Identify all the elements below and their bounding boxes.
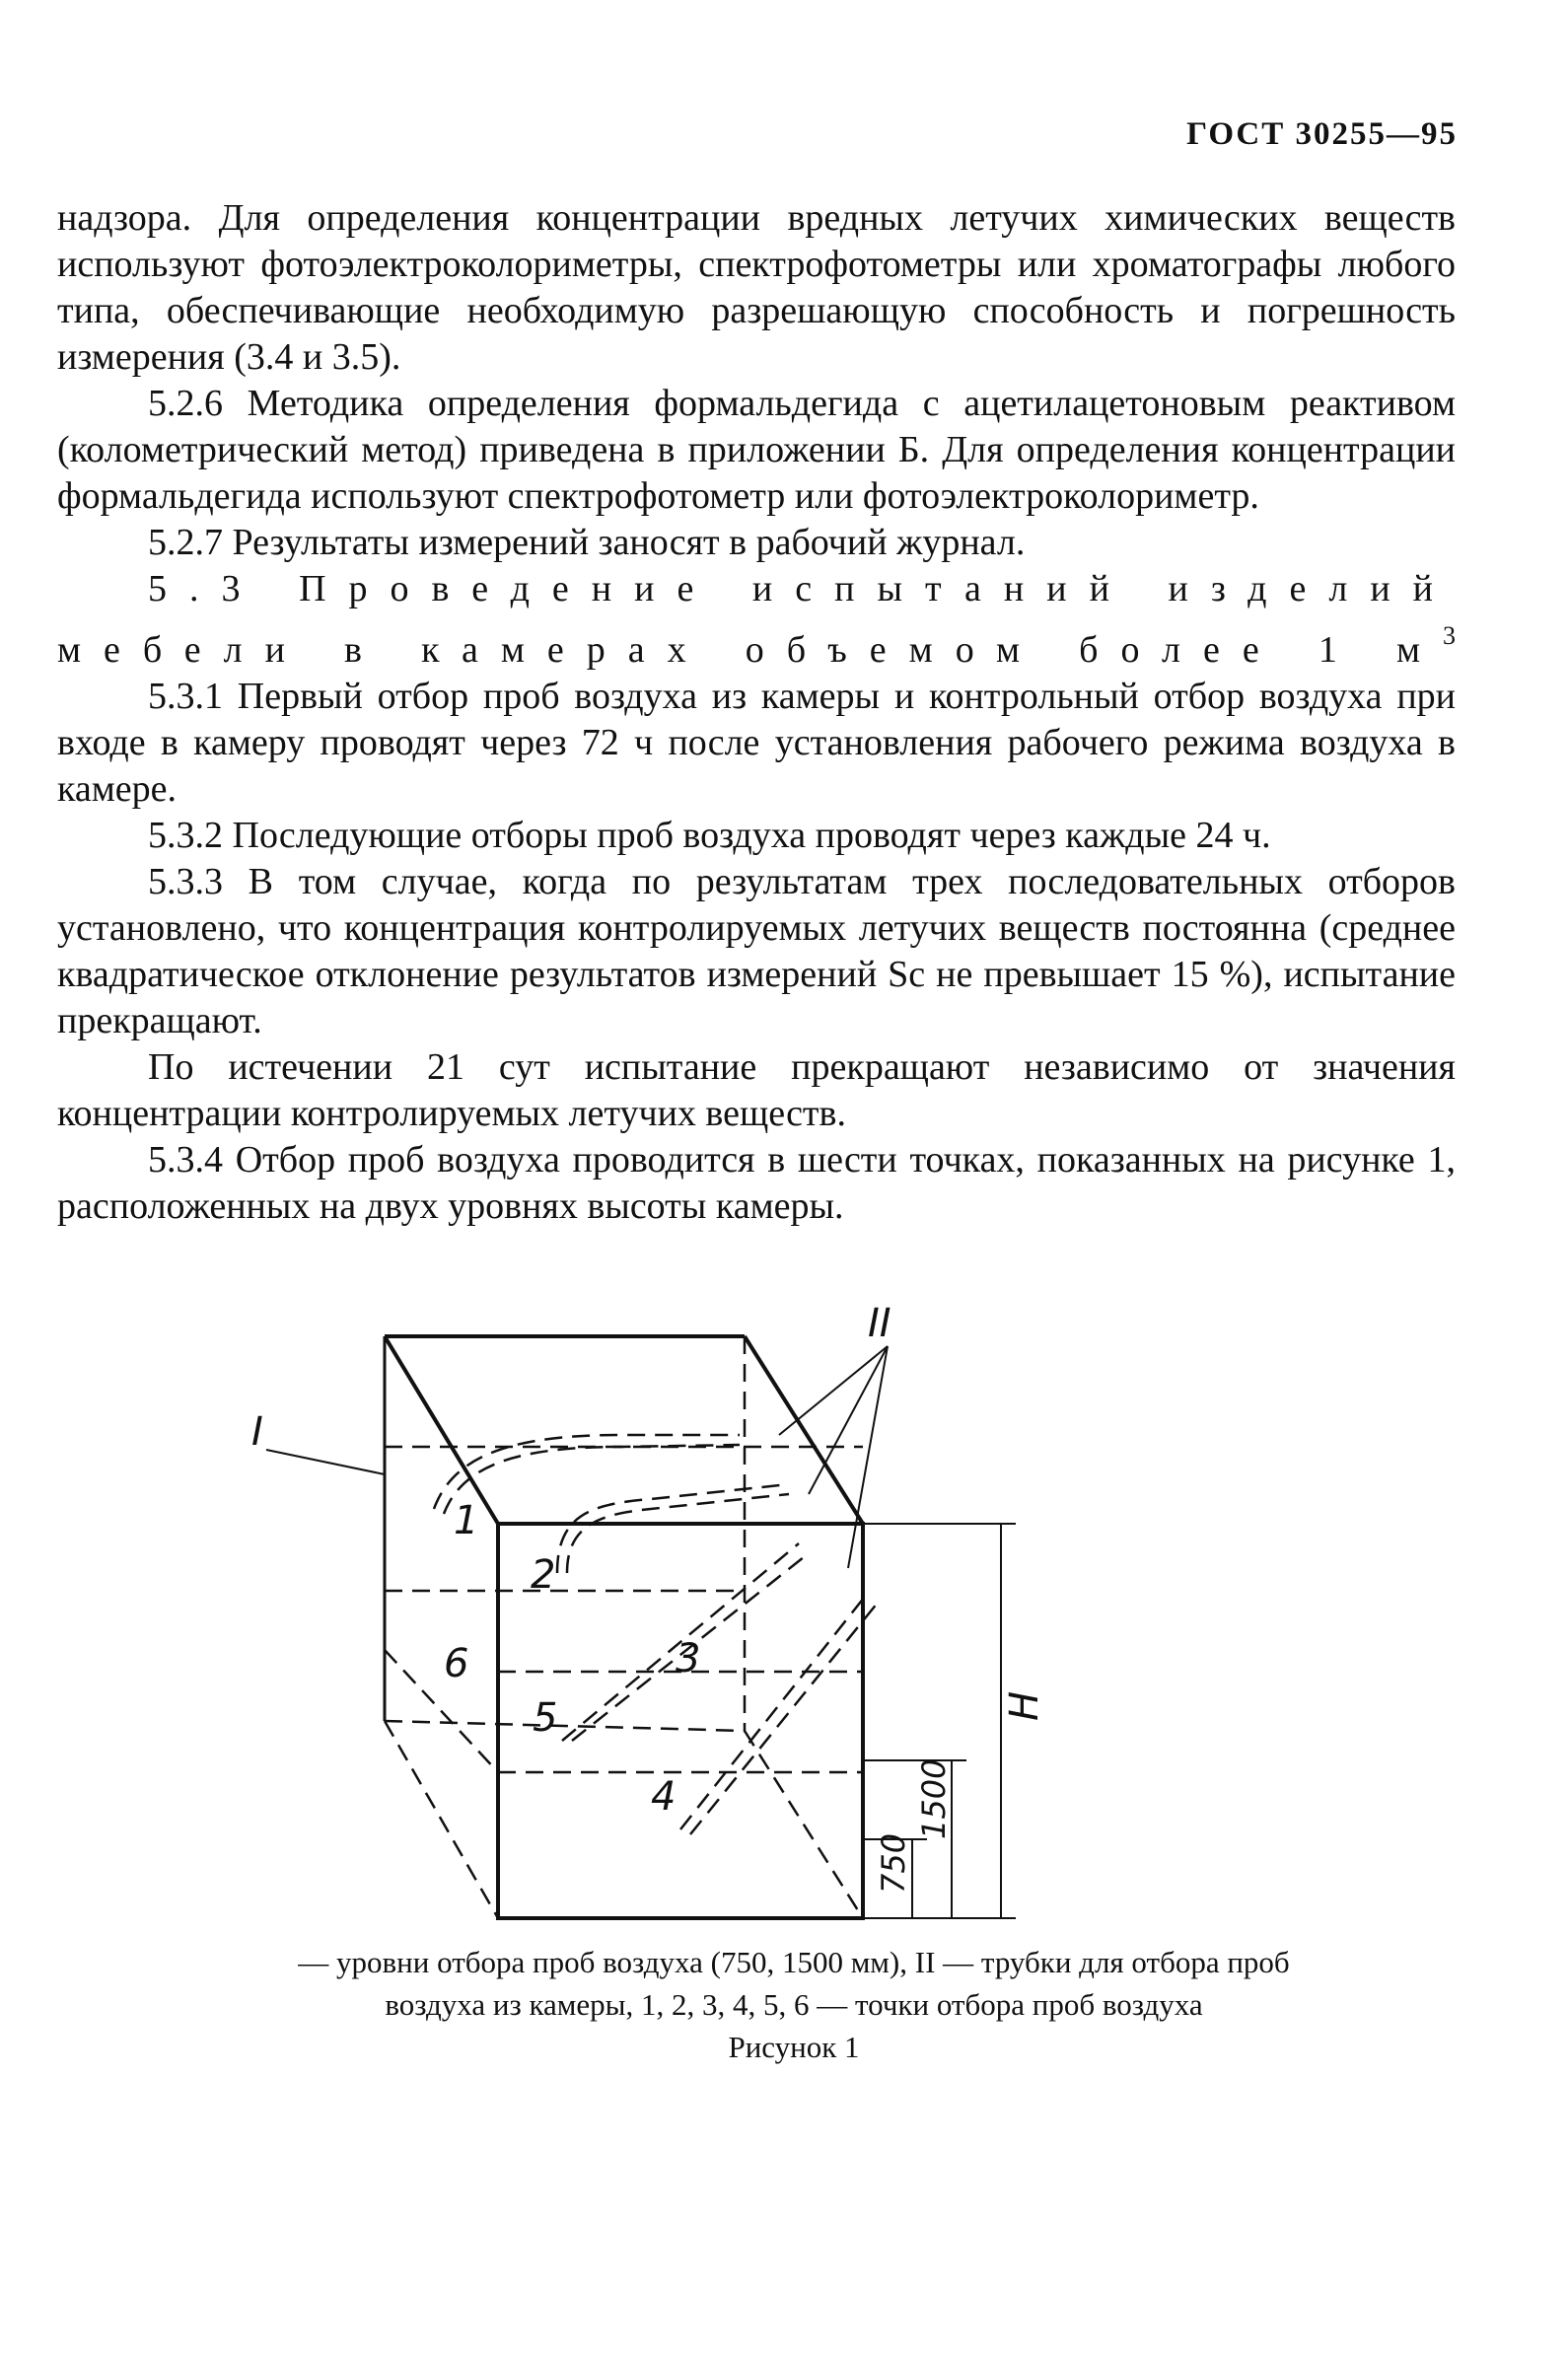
section-heading-line2: мебели в камерах объемом более 1 м xyxy=(57,629,1443,671)
paragraph: 5.3.2 Последующие отборы проб воздуха проводят через каждые 24 ч. xyxy=(148,815,1271,856)
section-heading xyxy=(57,566,1456,612)
label-dim-1500: 1500 xyxy=(915,1758,953,1839)
label-dim-750: 750 xyxy=(875,1832,912,1894)
label-pt3: 3 xyxy=(676,1636,701,1682)
label-pt6: 6 xyxy=(444,1641,469,1686)
paragraph: надзора. Для определения концентрации вредных летучих химических веществ используют фотоэлектроколориметры, спектрофотометры или хроматографы любого типа, обеспечивающие необходимую разрешающую способность и погрешность измерения (3.4 и 3.5). xyxy=(57,197,1456,378)
leader-line xyxy=(848,1346,888,1568)
tube xyxy=(444,1445,740,1514)
paragraph: 5.3.1 Первый отбор проб воздуха из камеры и контрольный отбор воздуха при входе в камеру проводят через 72 ч после установления рабочего режима воздуха в камере. xyxy=(57,676,1456,810)
tube xyxy=(567,1494,789,1573)
edge xyxy=(745,1336,863,1524)
tube xyxy=(680,1593,868,1829)
paragraph: 5.2.6 Методика определения формальдегида с ацетилацетоновым реактивом (колометрический метод) приведена в приложении Б. Для определения концентрации формальдегида используют спектрофотометр или фотоэлектроколориметр. xyxy=(57,383,1456,517)
leader-line xyxy=(809,1346,888,1494)
label-pt4: 4 xyxy=(651,1774,677,1820)
leader-line xyxy=(266,1450,385,1474)
superscript: 3 xyxy=(1443,621,1456,650)
body-text xyxy=(57,195,1456,1230)
label-pt1: 1 xyxy=(454,1498,479,1543)
caption-line: — уровни отбора проб воздуха (750, 1500 мм), II — трубки для отбора проб xyxy=(298,1945,1290,1979)
paragraph: 5.3.3 В том случае, когда по результатам трех последовательных отборов установлено, что концентрация контролируемых летучих веществ постоянна (среднее квадратическое отклонение результатов измерений Sc не превышает 15 %), испытание прекращают. xyxy=(57,861,1456,1041)
paragraph: По истечении 21 сут испытание прекращают независимо от значения концентрации контролируемых летучих веществ. xyxy=(57,1046,1456,1134)
hidden-edge xyxy=(385,1721,498,1918)
figure-caption xyxy=(138,1941,1450,2068)
label-pt2: 2 xyxy=(531,1552,556,1598)
paragraph: 5.2.7 Результаты измерений заносят в рабочий журнал. xyxy=(148,522,1026,563)
label-pt5: 5 xyxy=(533,1695,558,1741)
hidden-edge xyxy=(745,1731,863,1918)
level-line xyxy=(385,1650,498,1772)
section-heading-2 xyxy=(57,612,1456,674)
paragraph: 5.3.4 Отбор проб воздуха проводится в шести точках, показанных на рисунке 1, расположенных на двух уровнях высоты камеры. xyxy=(57,1139,1456,1227)
label-dim-h: H xyxy=(1002,1690,1047,1721)
label-levels: I xyxy=(251,1409,263,1455)
tube xyxy=(690,1603,878,1834)
section-heading-line1: 5.3 Проведение испытаний изделий xyxy=(148,568,1456,609)
label-tubes: II xyxy=(868,1301,891,1346)
page-header: ГОСТ 30255—95 xyxy=(1186,116,1458,152)
caption-title: Рисунок 1 xyxy=(728,2030,860,2064)
leader-line xyxy=(779,1346,888,1435)
caption-line: воздуха из камеры, 1, 2, 3, 4, 5, 6 — точки отбора проб воздуха xyxy=(385,1987,1203,2022)
chamber-figure xyxy=(251,1301,1262,2362)
hidden-edge xyxy=(385,1721,745,1731)
